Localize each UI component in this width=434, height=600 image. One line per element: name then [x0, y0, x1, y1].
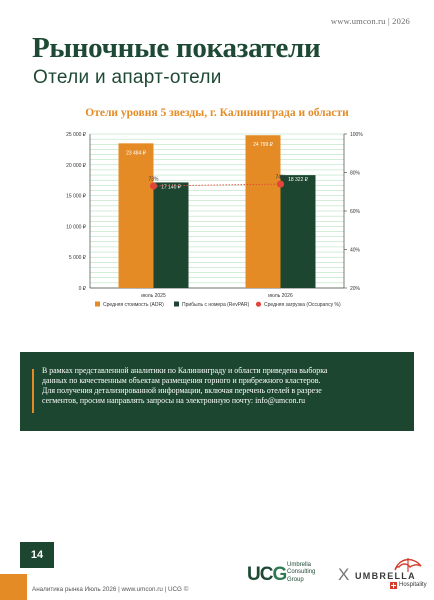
hotel-metrics-chart: [60, 124, 380, 320]
revpar-data-label: 18 322 ₽: [288, 177, 308, 184]
hospitality-cross-icon: [390, 582, 397, 589]
adr-bar: [119, 143, 154, 288]
ucg-logo-text: Umbrella Consulting Group: [287, 562, 316, 583]
left-axis-tick-label: 20 000 ₽: [66, 162, 86, 169]
occupancy-point: [277, 180, 284, 187]
x-axis-tick-label: июль 2025: [141, 293, 166, 299]
umbrella-wordmark: UMBRELLA: [355, 571, 416, 581]
footer-text: Аналитика рынка Июль 2026 | www.umcon.ru | UCG ©: [32, 586, 189, 593]
occupancy-data-label: 73%: [148, 176, 159, 183]
corner-accent: [0, 574, 27, 600]
page-subtitle: Отели и апарт-отели: [33, 67, 222, 88]
left-axis-tick-label: 5 000 ₽: [68, 255, 86, 262]
partnership-cross: X: [338, 565, 350, 584]
legend-swatch: [256, 302, 261, 307]
right-axis-tick-label: 60%: [350, 209, 361, 215]
x-axis-tick-label: июль 2026: [268, 293, 293, 299]
legend-swatch: [174, 302, 179, 307]
ucg-logo-mark: UCG: [247, 564, 287, 585]
umbrella-logo: [355, 554, 425, 590]
page-number: 14: [20, 542, 54, 568]
revpar-bar: [154, 182, 189, 288]
left-axis-tick-label: 15 000 ₽: [66, 193, 86, 200]
revpar-data-label: 17 140 ₽: [161, 184, 181, 191]
right-axis-tick-label: 80%: [350, 170, 361, 177]
occupancy-point: [150, 182, 157, 189]
right-axis-tick-label: 100%: [350, 132, 363, 138]
adr-data-label: 24 799 ₽: [253, 142, 273, 149]
legend-label: Прибыль с номера (RevPAR): [182, 302, 250, 308]
adr-data-label: 23 484 ₽: [126, 150, 146, 157]
ucg-logo: [247, 562, 327, 588]
info-box: [20, 352, 414, 431]
adr-bar: [246, 135, 281, 288]
legend-label: Средняя стоимость (ADR): [103, 302, 164, 308]
left-axis-tick-label: 25 000 ₽: [66, 132, 86, 138]
right-axis-tick-label: 40%: [350, 247, 361, 254]
hospitality-wordmark: Hospitality: [399, 582, 427, 588]
chart-title: Отели уровня 5 звезды, г. Калининграда и области: [85, 107, 349, 119]
revpar-bar: [281, 175, 316, 288]
info-accent-bar: [32, 369, 34, 413]
info-text: В рамках представленной аналитики по Калининграду и области приведена выборка данных по качественным объектам размещения горного и прибрежного кластеров. Для получения детализированной информации, включая перечень отелей в разрезе сегментов, просим направлять запросы на электронную почту: info@umcon.ru: [42, 366, 328, 405]
left-axis-tick-label: 10 000 ₽: [66, 224, 86, 231]
legend-swatch: [95, 302, 100, 307]
left-axis-tick-label: 0 ₽: [78, 286, 86, 292]
occupancy-data-label: 74%: [275, 174, 286, 181]
page-title: Рыночные показатели: [32, 32, 321, 64]
right-axis-tick-label: 20%: [350, 286, 361, 292]
site-header: www.umcon.ru | 2026: [330, 16, 410, 26]
legend-label: Средняя загрузка (Occupancy %): [264, 302, 341, 308]
